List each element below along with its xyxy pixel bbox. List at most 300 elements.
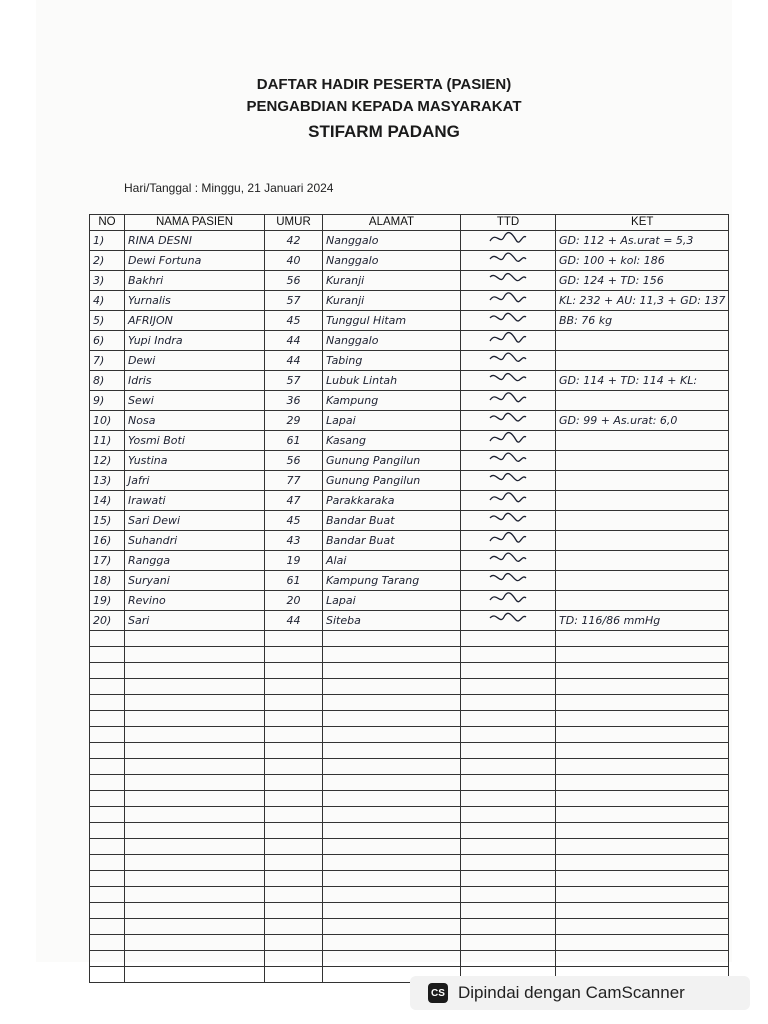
cell-address: [323, 839, 461, 855]
cell-signature: [461, 871, 556, 887]
cell-age: [265, 919, 323, 935]
cell-age: [265, 759, 323, 775]
attendance-table: [89, 214, 729, 983]
cell-age: [265, 967, 323, 983]
cell-address: Lubuk Lintah: [323, 371, 461, 391]
col-header-no: NO: [90, 215, 125, 231]
cell-signature: [461, 919, 556, 935]
cell-notes: [556, 451, 729, 471]
cell-notes: [556, 351, 729, 371]
cell-address: Lapai: [323, 411, 461, 431]
cell-notes: KL: 232 + AU: 11,3 + GD: 137: [556, 291, 729, 311]
cell-age: 40: [265, 251, 323, 271]
cell-no: 4): [90, 291, 125, 311]
cell-address: Tabing: [323, 351, 461, 371]
table-row: [90, 591, 729, 611]
table-row: [90, 855, 729, 871]
table-row: [90, 551, 729, 571]
table-row: [90, 711, 729, 727]
table-row: [90, 647, 729, 663]
cell-notes: [556, 807, 729, 823]
cell-name: [125, 759, 265, 775]
cell-signature: [461, 951, 556, 967]
cell-age: [265, 871, 323, 887]
cell-signature: [461, 251, 556, 271]
cell-notes: [556, 871, 729, 887]
col-header-address: ALAMAT: [323, 215, 461, 231]
cell-no: 8): [90, 371, 125, 391]
cell-age: [265, 727, 323, 743]
cell-name: Jafri: [125, 471, 265, 491]
table-row: [90, 823, 729, 839]
cell-name: Nosa: [125, 411, 265, 431]
cell-address: [323, 695, 461, 711]
cell-no: [90, 791, 125, 807]
cell-signature: [461, 411, 556, 431]
cell-notes: [556, 919, 729, 935]
handwritten-signature: [488, 411, 528, 425]
handwritten-signature: [488, 551, 528, 565]
cell-signature: [461, 759, 556, 775]
cell-age: 45: [265, 511, 323, 531]
cell-address: Tunggul Hitam: [323, 311, 461, 331]
cell-address: Lapai: [323, 591, 461, 611]
cell-name: [125, 967, 265, 983]
handwritten-signature: [488, 271, 528, 285]
cell-address: [323, 791, 461, 807]
handwritten-signature: [488, 531, 528, 545]
handwritten-signature: [488, 571, 528, 585]
cell-no: [90, 855, 125, 871]
cell-address: Gunung Pangilun: [323, 471, 461, 491]
cell-notes: BB: 76 kg: [556, 311, 729, 331]
cell-notes: [556, 695, 729, 711]
cell-name: [125, 951, 265, 967]
cell-notes: [556, 743, 729, 759]
cell-age: [265, 935, 323, 951]
table-row: [90, 951, 729, 967]
cell-name: [125, 839, 265, 855]
cell-signature: [461, 491, 556, 511]
cell-notes: [556, 471, 729, 491]
cell-notes: GD: 124 + TD: 156: [556, 271, 729, 291]
cell-name: [125, 807, 265, 823]
cell-name: [125, 695, 265, 711]
cell-signature: [461, 531, 556, 551]
cell-notes: [556, 511, 729, 531]
camscanner-text: Dipindai dengan CamScanner: [458, 983, 685, 1002]
cell-address: [323, 631, 461, 647]
cell-name: [125, 775, 265, 791]
cell-age: [265, 775, 323, 791]
cell-signature: [461, 371, 556, 391]
cell-signature: [461, 331, 556, 351]
cell-address: Kampung: [323, 391, 461, 411]
cell-name: [125, 935, 265, 951]
table-row: [90, 759, 729, 775]
title-line-2: PENGABDIAN KEPADA MASYARAKAT: [246, 98, 522, 115]
cell-notes: [556, 551, 729, 571]
cell-name: Rangga: [125, 551, 265, 571]
cell-notes: [556, 775, 729, 791]
cell-name: [125, 919, 265, 935]
table-body: [90, 231, 729, 983]
cell-notes: [556, 823, 729, 839]
cell-signature: [461, 647, 556, 663]
cell-no: [90, 919, 125, 935]
handwritten-signature: [488, 471, 528, 485]
handwritten-signature: [488, 611, 528, 625]
cell-age: [265, 823, 323, 839]
cell-signature: [461, 743, 556, 759]
cell-name: [125, 663, 265, 679]
cell-age: 57: [265, 291, 323, 311]
cell-name: Irawati: [125, 491, 265, 511]
table-row: [90, 231, 729, 251]
cell-age: 44: [265, 331, 323, 351]
cell-age: [265, 663, 323, 679]
cell-no: [90, 935, 125, 951]
cell-age: 19: [265, 551, 323, 571]
cell-no: 18): [90, 571, 125, 591]
table-row: [90, 451, 729, 471]
table-row: [90, 919, 729, 935]
cell-signature: [461, 727, 556, 743]
table-row: [90, 491, 729, 511]
cell-notes: [556, 839, 729, 855]
cell-no: 20): [90, 611, 125, 631]
table-row: [90, 871, 729, 887]
cell-signature: [461, 823, 556, 839]
cell-age: 56: [265, 451, 323, 471]
handwritten-signature: [488, 591, 528, 605]
cell-no: 16): [90, 531, 125, 551]
cell-notes: [556, 331, 729, 351]
camscanner-badge: [410, 976, 750, 1010]
cell-age: [265, 711, 323, 727]
cell-no: 10): [90, 411, 125, 431]
cell-notes: [556, 887, 729, 903]
cell-age: [265, 791, 323, 807]
cell-notes: [556, 431, 729, 451]
cell-name: Idris: [125, 371, 265, 391]
cell-address: Nanggalo: [323, 331, 461, 351]
table-row: [90, 611, 729, 631]
cell-age: [265, 903, 323, 919]
col-header-name: NAMA PASIEN: [125, 215, 265, 231]
cell-address: [323, 903, 461, 919]
cell-no: 11): [90, 431, 125, 451]
cell-notes: GD: 100 + kol: 186: [556, 251, 729, 271]
cell-no: [90, 967, 125, 983]
cell-signature: [461, 935, 556, 951]
cell-no: 1): [90, 231, 125, 251]
cell-address: [323, 855, 461, 871]
cell-no: 19): [90, 591, 125, 611]
cell-age: 61: [265, 571, 323, 591]
cell-name: [125, 727, 265, 743]
title-line-3: STIFARM PADANG: [308, 122, 460, 141]
handwritten-signature: [488, 451, 528, 465]
cell-signature: [461, 431, 556, 451]
cell-notes: [556, 951, 729, 967]
cell-notes: [556, 727, 729, 743]
cell-notes: [556, 491, 729, 511]
cell-address: Alai: [323, 551, 461, 571]
cell-age: [265, 839, 323, 855]
cell-address: [323, 711, 461, 727]
table-row: [90, 791, 729, 807]
cell-no: [90, 823, 125, 839]
cell-signature: [461, 775, 556, 791]
handwritten-signature: [488, 491, 528, 505]
table-row: [90, 291, 729, 311]
cell-address: [323, 647, 461, 663]
table-row: [90, 331, 729, 351]
cell-signature: [461, 511, 556, 531]
cell-signature: [461, 391, 556, 411]
cell-name: Sewi: [125, 391, 265, 411]
cell-name: [125, 631, 265, 647]
cell-address: [323, 871, 461, 887]
cell-address: [323, 887, 461, 903]
table-row: [90, 695, 729, 711]
cell-age: [265, 679, 323, 695]
handwritten-signature: [488, 511, 528, 525]
cell-age: 57: [265, 371, 323, 391]
handwritten-signature: [488, 311, 528, 325]
table-row: [90, 351, 729, 371]
table-row: [90, 391, 729, 411]
table-row: [90, 251, 729, 271]
cell-name: [125, 871, 265, 887]
cell-address: [323, 663, 461, 679]
cell-address: Nanggalo: [323, 251, 461, 271]
cell-no: 3): [90, 271, 125, 291]
cell-name: Yosmi Boti: [125, 431, 265, 451]
cell-no: [90, 695, 125, 711]
cell-name: Suryani: [125, 571, 265, 591]
cell-notes: [556, 759, 729, 775]
cell-notes: [556, 791, 729, 807]
handwritten-signature: [488, 231, 528, 245]
table-row: [90, 839, 729, 855]
table-row: [90, 663, 729, 679]
table-row: [90, 311, 729, 331]
cell-address: [323, 935, 461, 951]
cell-address: Bandar Buat: [323, 531, 461, 551]
cell-signature: [461, 711, 556, 727]
title-line-1: DAFTAR HADIR PESERTA (PASIEN): [256, 76, 512, 93]
cell-age: 42: [265, 231, 323, 251]
col-header-notes: KET: [556, 215, 729, 231]
cell-no: [90, 839, 125, 855]
cell-name: Yurnalis: [125, 291, 265, 311]
cell-no: [90, 647, 125, 663]
cell-name: RINA DESNI: [125, 231, 265, 251]
cell-age: 44: [265, 611, 323, 631]
cell-no: 13): [90, 471, 125, 491]
cell-age: 56: [265, 271, 323, 291]
cell-name: Sari Dewi: [125, 511, 265, 531]
col-header-signature: TTD: [461, 215, 556, 231]
cell-no: [90, 871, 125, 887]
cell-name: [125, 903, 265, 919]
cell-no: 12): [90, 451, 125, 471]
cell-no: [90, 951, 125, 967]
cell-notes: [556, 663, 729, 679]
cell-notes: [556, 647, 729, 663]
cell-no: 5): [90, 311, 125, 331]
cell-age: [265, 951, 323, 967]
cell-address: [323, 775, 461, 791]
cell-signature: [461, 855, 556, 871]
cell-no: 14): [90, 491, 125, 511]
cell-notes: [556, 531, 729, 551]
cell-signature: [461, 807, 556, 823]
cell-name: Suhandri: [125, 531, 265, 551]
cell-notes: [556, 391, 729, 411]
cell-notes: [556, 855, 729, 871]
cell-address: [323, 679, 461, 695]
cell-address: [323, 807, 461, 823]
table-row: [90, 775, 729, 791]
cell-age: [265, 807, 323, 823]
cell-name: [125, 887, 265, 903]
cell-age: 29: [265, 411, 323, 431]
cell-signature: [461, 887, 556, 903]
cell-notes: [556, 571, 729, 591]
cell-name: [125, 647, 265, 663]
cell-notes: GD: 114 + TD: 114 + KL:: [556, 371, 729, 391]
cell-address: [323, 951, 461, 967]
cell-name: [125, 823, 265, 839]
handwritten-signature: [488, 331, 528, 345]
table-row: [90, 271, 729, 291]
cell-notes: [556, 935, 729, 951]
cell-no: [90, 775, 125, 791]
cell-signature: [461, 791, 556, 807]
cell-age: [265, 647, 323, 663]
cell-notes: [556, 711, 729, 727]
cell-notes: GD: 99 + As.urat: 6,0: [556, 411, 729, 431]
table-row: [90, 743, 729, 759]
cell-no: [90, 631, 125, 647]
camscanner-logo-icon: CS: [428, 983, 448, 1003]
cell-address: Parakkaraka: [323, 491, 461, 511]
cell-notes: [556, 591, 729, 611]
cell-no: 7): [90, 351, 125, 371]
cell-age: 47: [265, 491, 323, 511]
cell-name: Bakhri: [125, 271, 265, 291]
cell-signature: [461, 291, 556, 311]
cell-address: Bandar Buat: [323, 511, 461, 531]
cell-no: [90, 759, 125, 775]
table-row: [90, 531, 729, 551]
cell-address: [323, 919, 461, 935]
cell-signature: [461, 551, 556, 571]
table-row: [90, 679, 729, 695]
table-row: [90, 631, 729, 647]
cell-name: Yustina: [125, 451, 265, 471]
cell-no: 17): [90, 551, 125, 571]
cell-age: [265, 743, 323, 759]
cell-address: [323, 823, 461, 839]
cell-age: [265, 695, 323, 711]
cell-address: [323, 727, 461, 743]
cell-no: [90, 663, 125, 679]
table-row: [90, 903, 729, 919]
cell-signature: [461, 903, 556, 919]
cell-age: 44: [265, 351, 323, 371]
cell-name: Dewi Fortuna: [125, 251, 265, 271]
cell-signature: [461, 571, 556, 591]
handwritten-signature: [488, 431, 528, 445]
table-row: [90, 727, 729, 743]
cell-signature: [461, 839, 556, 855]
cell-name: [125, 855, 265, 871]
cell-signature: [461, 351, 556, 371]
cell-no: 6): [90, 331, 125, 351]
cell-no: [90, 887, 125, 903]
handwritten-signature: [488, 371, 528, 385]
cell-no: [90, 903, 125, 919]
cell-age: 36: [265, 391, 323, 411]
date-line: Hari/Tanggal : Minggu, 21 Januari 2024: [124, 181, 334, 195]
cell-age: 61: [265, 431, 323, 451]
table-row: [90, 471, 729, 491]
cell-address: [323, 759, 461, 775]
cell-age: 77: [265, 471, 323, 491]
cell-signature: [461, 631, 556, 647]
cell-signature: [461, 471, 556, 491]
table-header: [90, 215, 729, 231]
cell-address: [323, 743, 461, 759]
cell-signature: [461, 663, 556, 679]
table-row: [90, 431, 729, 451]
cell-notes: GD: 112 + As.urat = 5,3: [556, 231, 729, 251]
cell-no: [90, 679, 125, 695]
handwritten-signature: [488, 351, 528, 365]
cell-no: 9): [90, 391, 125, 411]
cell-name: Revino: [125, 591, 265, 611]
cell-address: Gunung Pangilun: [323, 451, 461, 471]
table-row: [90, 411, 729, 431]
cell-name: [125, 679, 265, 695]
cell-no: [90, 743, 125, 759]
cell-age: 45: [265, 311, 323, 331]
cell-name: AFRIJON: [125, 311, 265, 331]
cell-address: Siteba: [323, 611, 461, 631]
cell-address: Kuranji: [323, 291, 461, 311]
cell-address: Kasang: [323, 431, 461, 451]
handwritten-signature: [488, 251, 528, 265]
cell-name: Sari: [125, 611, 265, 631]
cell-age: [265, 631, 323, 647]
cell-signature: [461, 311, 556, 331]
cell-address: Nanggalo: [323, 231, 461, 251]
cell-age: [265, 855, 323, 871]
cell-name: Yupi Indra: [125, 331, 265, 351]
cell-signature: [461, 679, 556, 695]
cell-notes: [556, 631, 729, 647]
cell-no: 15): [90, 511, 125, 531]
cell-name: [125, 791, 265, 807]
handwritten-signature: [488, 391, 528, 405]
col-header-age: UMUR: [265, 215, 323, 231]
cell-no: [90, 807, 125, 823]
handwritten-signature: [488, 291, 528, 305]
